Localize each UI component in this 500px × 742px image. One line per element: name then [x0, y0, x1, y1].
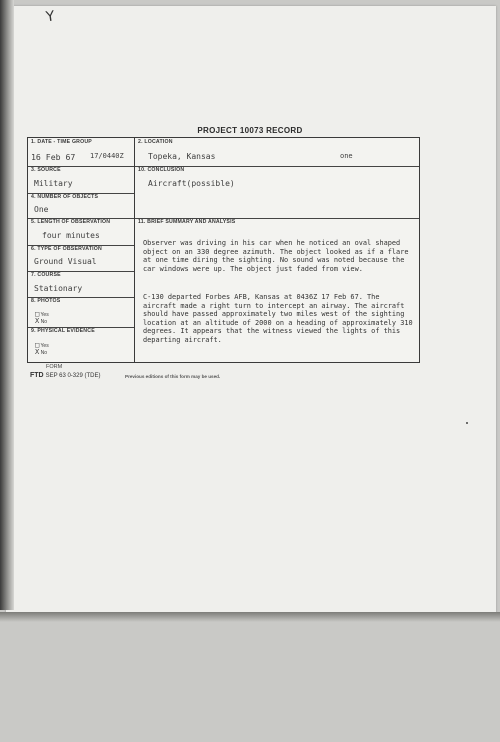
- photos-cell: [28, 297, 134, 328]
- type-of-observation-label: 6. TYPE OF OBSERVATION: [31, 246, 102, 252]
- footer-ftd: FTD: [30, 372, 44, 379]
- left-column: [28, 138, 135, 362]
- photos-label: 8. PHOTOS: [31, 298, 61, 304]
- length-of-observation-value: four minutes: [42, 231, 100, 240]
- summary-label: 11. BRIEF SUMMARY AND ANALYSIS: [138, 219, 236, 225]
- record-form: [27, 137, 420, 363]
- course-label: 7. COURSE: [31, 272, 61, 278]
- summary-cell: [135, 218, 419, 362]
- page-binding-edge: [0, 0, 14, 610]
- location-cell: [135, 138, 419, 167]
- number-of-objects-label: 4. NUMBER OF OBJECTS: [31, 194, 99, 200]
- course-cell: [28, 271, 134, 298]
- check-mark-icon: X: [35, 317, 40, 325]
- evidence-no-label: No: [40, 350, 48, 356]
- conclusion-cell: [135, 166, 419, 219]
- source-label: 3. SOURCE: [31, 167, 61, 173]
- footer-notice: Previous editions of this form may be used.: [125, 374, 221, 379]
- checkbox-icon: □: [35, 341, 40, 349]
- length-of-observation-label: 5. LENGTH OF OBSERVATION: [31, 219, 111, 225]
- course-value: Stationary: [34, 284, 83, 293]
- physical-evidence-cell: [28, 327, 134, 362]
- evidence-no-option: [35, 348, 47, 356]
- source-value: Military: [34, 179, 73, 188]
- photos-no-label: No: [40, 319, 48, 325]
- length-of-observation-cell: [28, 218, 134, 246]
- evidence-yes-label: Yes: [40, 343, 49, 349]
- date-time-cell: [28, 138, 134, 167]
- summary-paragraph-1: Observer was driving in his car when he noticed an oval shaped object on an 330 degree azimuth. The object looked as if a flare at one time diring the sighting. No sound was noted because the car windows were up. The object just faded from view.: [143, 239, 409, 273]
- conclusion-value: Aircraft(possible): [148, 179, 235, 188]
- number-of-objects-value: One: [34, 205, 49, 214]
- page-title: PROJECT 10073 RECORD: [197, 126, 303, 135]
- photos-yes-label: Yes: [40, 312, 49, 318]
- location-label: 2. LOCATION: [138, 139, 173, 145]
- speck: [466, 422, 468, 424]
- location-value: Topeka, Kansas: [148, 152, 216, 161]
- conclusion-label: 10. CONCLUSION: [138, 167, 185, 173]
- location-extra: one: [340, 152, 353, 160]
- number-of-objects-cell: [28, 193, 134, 219]
- page-shadow: [0, 612, 500, 622]
- footer-form-label: FORM: [46, 364, 63, 370]
- date-time-label: 1. DATE - TIME GROUP: [31, 139, 92, 145]
- checkbox-icon: □: [35, 310, 40, 318]
- photos-no-option: [35, 317, 47, 325]
- time-value: 17/0440Z: [90, 152, 124, 160]
- footer-form-code: SEP 63 0-329 (TDE): [45, 373, 101, 379]
- type-of-observation-cell: [28, 245, 134, 272]
- corner-mark: Y: [44, 8, 56, 26]
- type-of-observation-value: Ground Visual: [34, 257, 97, 266]
- right-column: [135, 138, 419, 362]
- source-cell: [28, 166, 134, 194]
- date-value: 16 Feb 67: [31, 152, 76, 162]
- physical-evidence-label: 9. PHYSICAL EVIDENCE: [31, 328, 95, 334]
- summary-paragraph-2: C-130 departed Forbes AFB, Kansas at 0436Z 17 Feb 67. The aircraft made a right turn to intercept an airway. The aircraft should have passed approximately two miles west of the sighting location at an altitude of 2000 on a heading of approximately 310 degrees. It appears that the witness viewed the lights of this departing aircraft.: [143, 293, 413, 344]
- footer-form-id: [30, 372, 100, 379]
- check-mark-icon: X: [35, 348, 40, 356]
